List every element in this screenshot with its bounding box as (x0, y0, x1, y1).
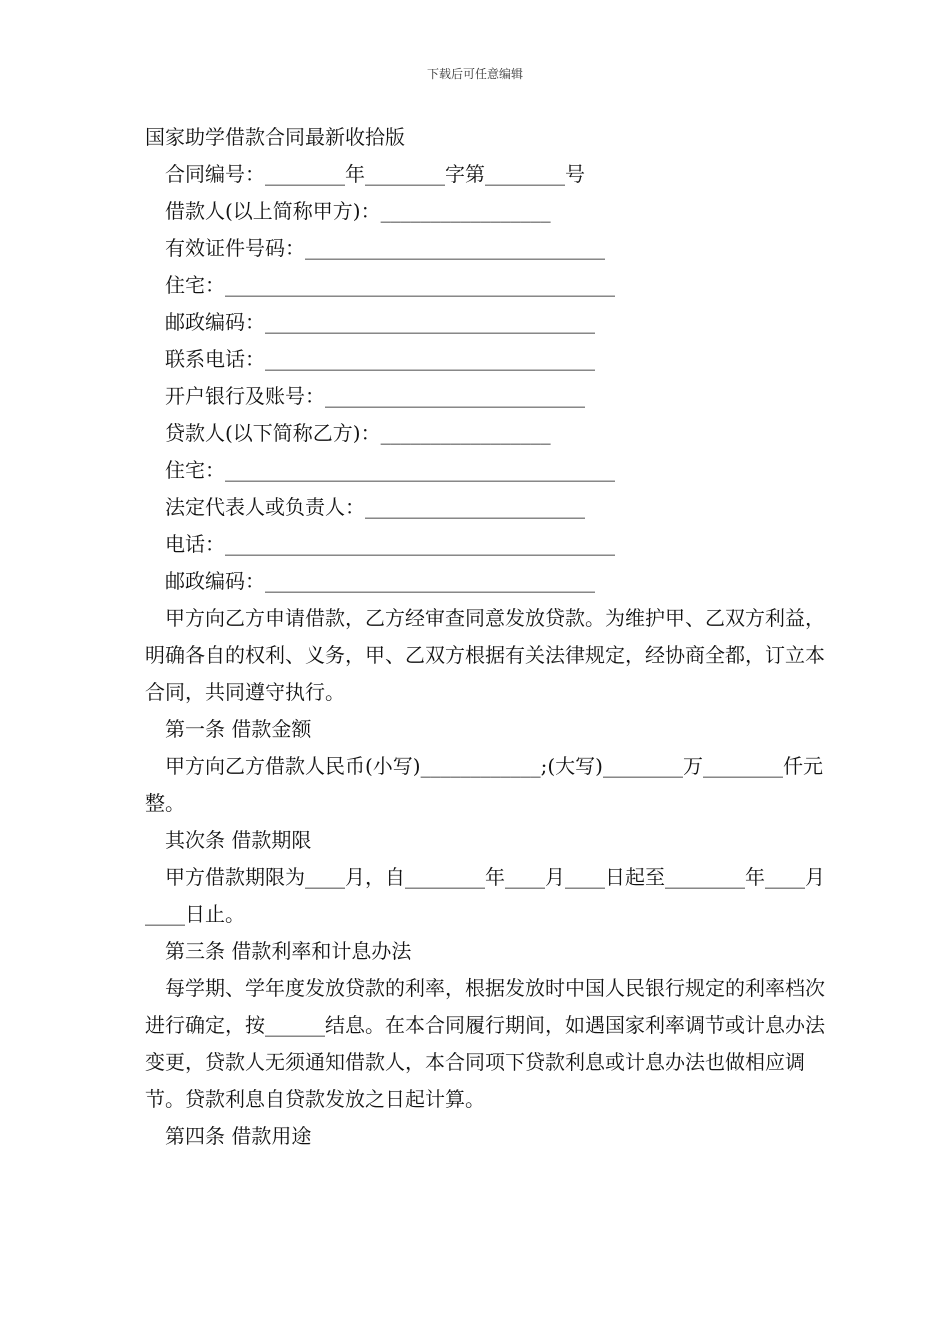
article-2-title: 其次条 借款期限 (165, 828, 312, 852)
field-bank-account: 开户银行及账号：__________________________ (165, 384, 585, 408)
field-borrower-postcode: 邮政编码：_________________________________ (165, 310, 595, 334)
field-borrower-phone: 联系电话：_________________________________ (165, 347, 595, 371)
article-3-title: 第三条 借款利率和计息办法 (165, 939, 412, 963)
field-id-number: 有效证件号码：______________________________ (165, 236, 605, 260)
field-legal-representative: 法定代表人或负责人：______________________ (165, 495, 585, 519)
article-4-title: 第四条 借款用途 (165, 1124, 312, 1148)
article-1-body: 甲方向乙方借款人民币(小写)____________;(大写)________万________仟元整。 (145, 754, 823, 815)
intro-paragraph: 甲方向乙方申请借款，乙方经审查同意发放贷款。为维护甲、乙双方利益，明确各自的权利、义务，甲、乙双方根据有关法律规定，经协商全都，订立本合同，共同遵守执行。 (145, 606, 825, 704)
page-header-note: 下载后可任意编辑 (426, 67, 523, 81)
field-lender-phone: 电话：_______________________________________ (165, 532, 615, 556)
article-2-body: 甲方借款期限为____月，自________年____月____日起至________年____月____日止。 (145, 865, 825, 926)
field-lender: 贷款人(以下简称乙方)：_________________ (165, 421, 551, 445)
field-borrower-address: 住宅：_______________________________________ (165, 273, 615, 297)
document-title: 国家助学借款合同最新收拾版 (145, 125, 405, 149)
article-1-title: 第一条 借款金额 (165, 717, 312, 741)
article-3-body: 每学期、学年度发放贷款的利率，根据发放时中国人民银行规定的利率档次进行确定，按______结息。在本合同履行期间，如遇国家利率调节或计息办法变更，贷款人无须通知借款人，本合同项下贷款利息或计息办法也做相应调节。贷款利息自贷款发放之日起计算。 (145, 976, 825, 1111)
field-borrower: 借款人(以上简称甲方)：_________________ (165, 199, 551, 223)
field-lender-address: 住宅：_______________________________________ (165, 458, 615, 482)
field-lender-postcode: 邮政编码：_________________________________ (165, 569, 595, 593)
document-body (145, 119, 825, 1155)
field-contract-number: 合同编号：________年________字第________号 (165, 162, 585, 186)
